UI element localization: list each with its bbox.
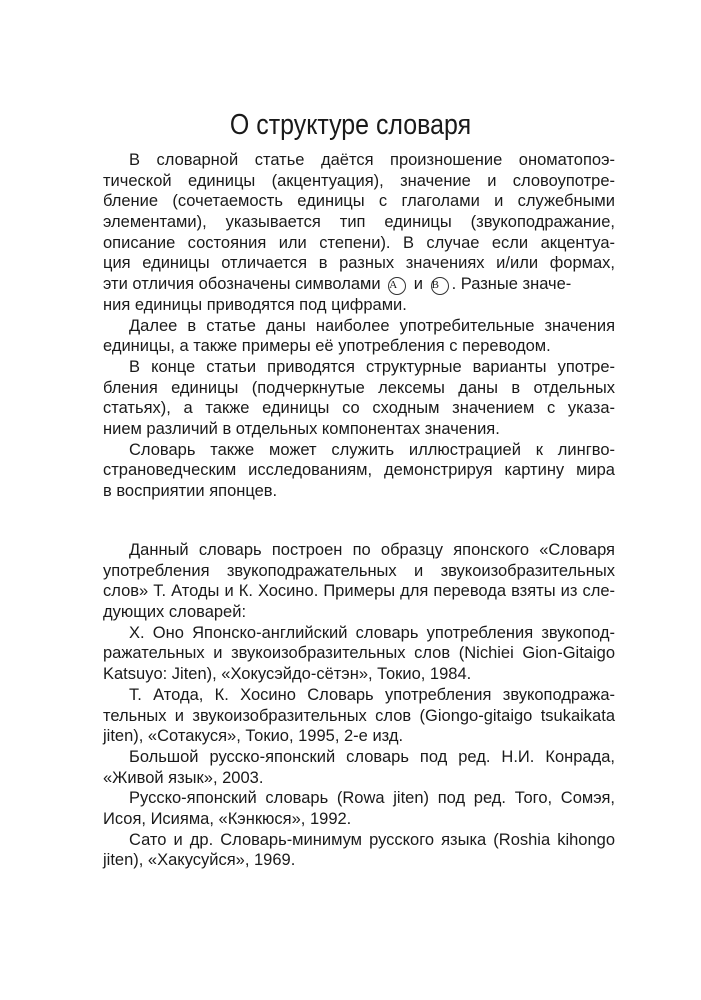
text-line: Исоя, Исияма, «Кэнкюся», 1992. <box>103 809 352 828</box>
text-line: Далее в статье даны наиболее употребительные значения <box>129 316 615 335</box>
text-fragment: . Разные значе- <box>451 275 572 294</box>
paragraph-sources-intro <box>103 540 615 623</box>
text-line: ражательных и звукоизобразительных слов (Nichiei Gion-Gitaigo <box>103 644 615 663</box>
paragraph-entry-description <box>103 150 615 316</box>
text-line: бления единицы (подчеркнутые лексемы даны в отдельных <box>103 378 615 397</box>
page-title: О структуре словаря <box>229 109 472 141</box>
text-line: Сато и др. Словарь-минимум русского языка (Roshia kihongo <box>129 830 615 849</box>
text-line: единицы, а также примеры её употребления с переводом. <box>103 337 551 356</box>
text-line: Русско-японский словарь (Rowa jiten) под ред. Того, Сомэя, <box>129 789 615 808</box>
paragraph-variants <box>103 357 615 440</box>
text-line: тельных и звукоизобразительных слов (Giongo-gitaigo tsukaikata <box>103 706 615 725</box>
text-line: бление (сочетаемость единицы с глаголами и служебными <box>103 192 615 211</box>
text-line: Данный словарь построен по образцу японского «Словаря <box>129 541 615 559</box>
text-line: jiten), «Хакусуйся», 1969. <box>103 851 296 870</box>
reference-sato <box>103 830 615 871</box>
section-structure <box>103 150 615 502</box>
text-line: элементами), указывается тип единицы (звукоподражание, <box>103 213 615 232</box>
text-line: слов» Т. Атоды и К. Хосино. Примеры для перевода взяты из сле- <box>103 582 615 601</box>
text-line: ния единицы приводятся под цифрами. <box>103 295 407 314</box>
text-line: Словарь также может служить иллюстрацией к лингво- <box>129 440 615 459</box>
circled-symbol-b: B <box>431 277 449 295</box>
text-line: статьях), а также единицы со сходным значением с указа- <box>103 399 615 418</box>
text-line-symbols <box>103 274 615 295</box>
text-line: Katsuyo: Jiten), «Хокусэйдо-сётэн», Токио, 1984. <box>103 665 472 684</box>
text-line: В словарной статье даётся произношение ономатопоэ- <box>129 151 615 169</box>
reference-ono <box>103 623 615 685</box>
reference-rowa-jiten <box>103 788 615 829</box>
text-line: В конце статьи приводятся структурные варианты употре- <box>129 357 615 376</box>
text-line: в восприятии японцев. <box>103 482 278 500</box>
text-line: употребления звукоподражательных и звукоизобразительных <box>103 561 615 580</box>
text-line: описание состояния или степени). В случае если акцентуа- <box>103 233 615 252</box>
text-line: Большой русско-японский словарь под ред. Н.И. Конрада, <box>129 747 615 766</box>
reference-atoda <box>103 685 615 747</box>
text-line: ция единицы отличается в разных значениях и/или формах, <box>103 254 615 273</box>
text-fragment: эти отличия обозначены символами <box>103 275 381 294</box>
reference-konrad <box>103 747 615 788</box>
paragraph-illustration <box>103 440 615 502</box>
circled-symbol-a: A <box>388 277 406 295</box>
text-fragment: и <box>413 275 424 294</box>
text-line: Т. Атода, К. Хосино Словарь употребления звукоподража- <box>129 685 615 704</box>
text-line: тической единицы (акцентуация), значение и словоупотре- <box>103 171 615 190</box>
text-line: jiten), «Сотакуся», Токио, 1995, 2-е изд. <box>103 727 404 746</box>
section-sources <box>103 540 615 871</box>
paragraph-meanings <box>103 316 615 357</box>
text-line: дующих словарей: <box>103 603 247 622</box>
text-line: «Живой язык», 2003. <box>103 768 264 787</box>
text-line: страноведческим исследованиям, демонстрируя картину мира <box>103 461 615 480</box>
text-line: нием различий в отдельных компонентах значения. <box>103 419 500 438</box>
text-line: Х. Оно Японско-английский словарь употребления звукопод- <box>129 623 615 642</box>
